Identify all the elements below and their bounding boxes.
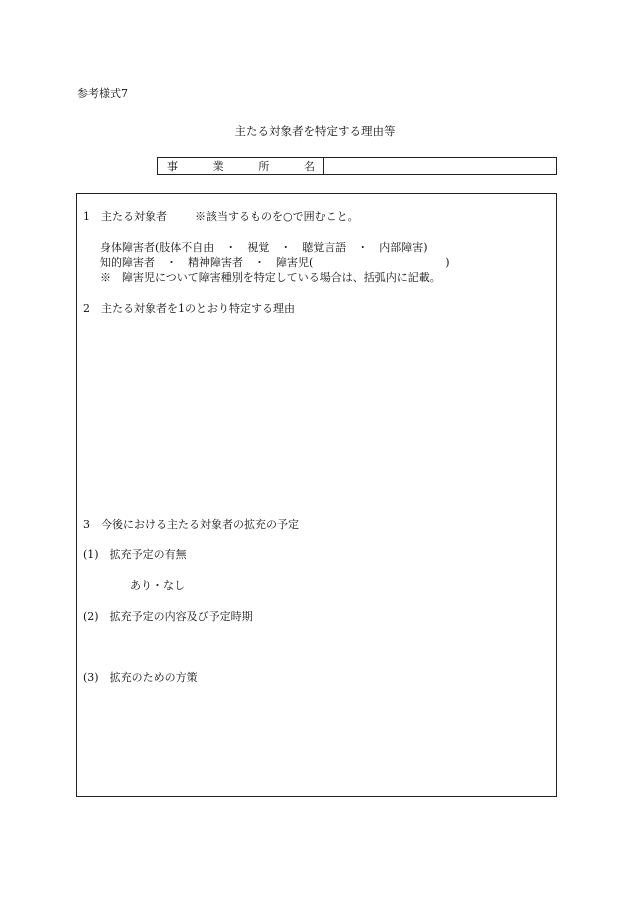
section1-option-other[interactable]: 知的障害者 ・ 精神障害者 ・ 障害児( ) xyxy=(100,256,450,269)
office-label-char: 所 xyxy=(258,160,270,173)
expansion-yes-no-options[interactable]: あり・なし xyxy=(130,579,185,592)
office-name-field[interactable] xyxy=(324,158,556,174)
section1-option-physical[interactable]: 身体障害者(肢体不自由 ・ 視覚 ・ 聴覚言語 ・ 内部障害) xyxy=(100,241,428,254)
section2-heading: 2 主たる対象者を1のとおり特定する理由 xyxy=(83,302,295,315)
office-label-char: 業 xyxy=(212,160,224,173)
document-title: 主たる対象者を特定する理由等 xyxy=(234,124,396,138)
office-label-char: 名 xyxy=(303,160,315,173)
section3-sub2-heading: (2) 拡充予定の内容及び予定時期 xyxy=(83,610,253,623)
form-label: 参考様式7 xyxy=(77,87,128,100)
section3-sub3-heading: (3) 拡充のための方策 xyxy=(83,671,198,684)
section1-heading: 1 主たる対象者 xyxy=(83,210,167,223)
office-name-label xyxy=(158,158,324,174)
section3-sub1-heading: (1) 拡充予定の有無 xyxy=(83,548,187,561)
office-name-table xyxy=(157,157,557,175)
section1-footnote: ※ 障害児について障害種別を特定している場合は、括弧内に記載。 xyxy=(100,271,441,284)
section1-note: ※該当するものを○で囲むこと。 xyxy=(195,210,359,223)
office-label-char: 事 xyxy=(167,160,178,173)
section3-heading: 3 今後における主たる対象者の拡充の予定 xyxy=(83,518,299,531)
